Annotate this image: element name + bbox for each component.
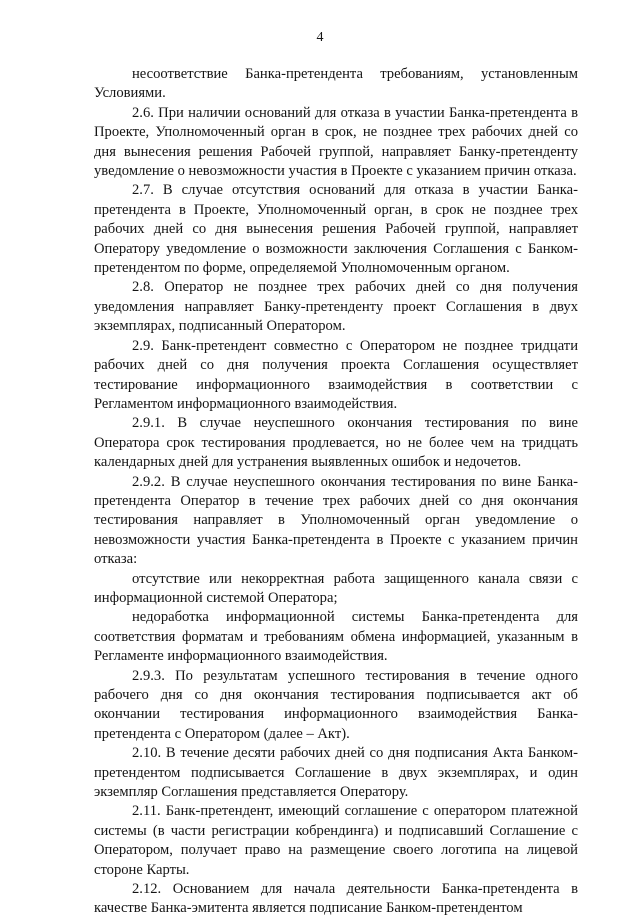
page-number: 4 bbox=[316, 30, 324, 45]
paragraph-2-9-1: 2.9.1. В случае неуспешного окончания тестирования по вине Оператора срок тестирования продлевается, но не более чем на тридцать календарных дней для устранения выявленных ошибок и недочетов. bbox=[94, 415, 578, 471]
paragraph-2-9-3: 2.9.3. По результатам успешного тестирования в течение одного рабочего дня со дня окончания тестирования подписывается акт об окончании тестирования информационного взаимодействия Банка-претендента с Оператором (далее – Акт). bbox=[94, 667, 578, 742]
paragraph-2-9-2: 2.9.2. В случае неуспешного окончания тестирования по вине Банка-претендента Оператор в течение трех рабочих дней со дня окончания тестирования направляет в Уполномоченный орган уведомление о невозможности участия Банка-претендента в Проекте с указанием причин отказа: bbox=[94, 473, 578, 568]
paragraph-2-9: 2.9. Банк-претендент совместно с Оператором не позднее тридцати рабочих дней со дня получения проекта Соглашения осуществляет тестирование информационного взаимодействия в соответствии с Регламентом информационного взаимодействия. bbox=[94, 337, 578, 412]
paragraph-2-11: 2.11. Банк-претендент, имеющий соглашение с оператором платежной системы (в части регистрации кобрендинга) и подписавший Соглашение с Оператором, получает право на размещение своего логотипа на лицевой стороне Карты. bbox=[94, 803, 578, 878]
paragraph-2-7: 2.7. В случае отсутствия оснований для отказа в участии Банка-претендента в Проекте, Уполномоченный орган, в срок не позднее трех рабочих дней со дня вынесения решения Рабочей группой, направляет Оператору уведомление о возможности заключения Соглашения с Банком-претендентом по форме, определяемой Уполномоченным органом. bbox=[94, 182, 578, 277]
paragraph-2-8: 2.8. Оператор не позднее трех рабочих дней со дня получения уведомления направляет Банку-претенденту проект Соглашения в двух экземплярах, подписанный Оператором. bbox=[94, 279, 578, 335]
reason-item-1: отсутствие или некорректная работа защищенного канала связи с информационной системой Оператора; bbox=[94, 570, 578, 606]
reason-item-2: недоработка информационной системы Банка-претендента для соответствия форматам и требованиям обмена информацией, указанным в Регламенте информационного взаимодействия. bbox=[94, 609, 578, 665]
paragraph-2-6: 2.6. При наличии оснований для отказа в участии Банка-претендента в Проекте, Уполномоченный орган в срок, не позднее трех рабочих дней со дня вынесения решения Рабочей группой, направляет Банку-претенденту уведомление о невозможности участия в Проекте с указанием причин отказа. bbox=[94, 104, 578, 180]
paragraph-2-10: 2.10. В течение десяти рабочих дней со дня подписания Акта Банком-претендентом подписывается Соглашение в двух экземплярах, и один экземпляр Соглашения представляется Оператору. bbox=[94, 745, 578, 801]
paragraph-2-12: 2.12. Основанием для начала деятельности Банка-претендента в качестве Банка-эмитента является подписание Банком-претендентом bbox=[94, 881, 578, 917]
document-body bbox=[94, 65, 578, 919]
paragraph-continuation: несоответствие Банка-претендента требованиям, установленным Условиями. bbox=[94, 66, 578, 102]
